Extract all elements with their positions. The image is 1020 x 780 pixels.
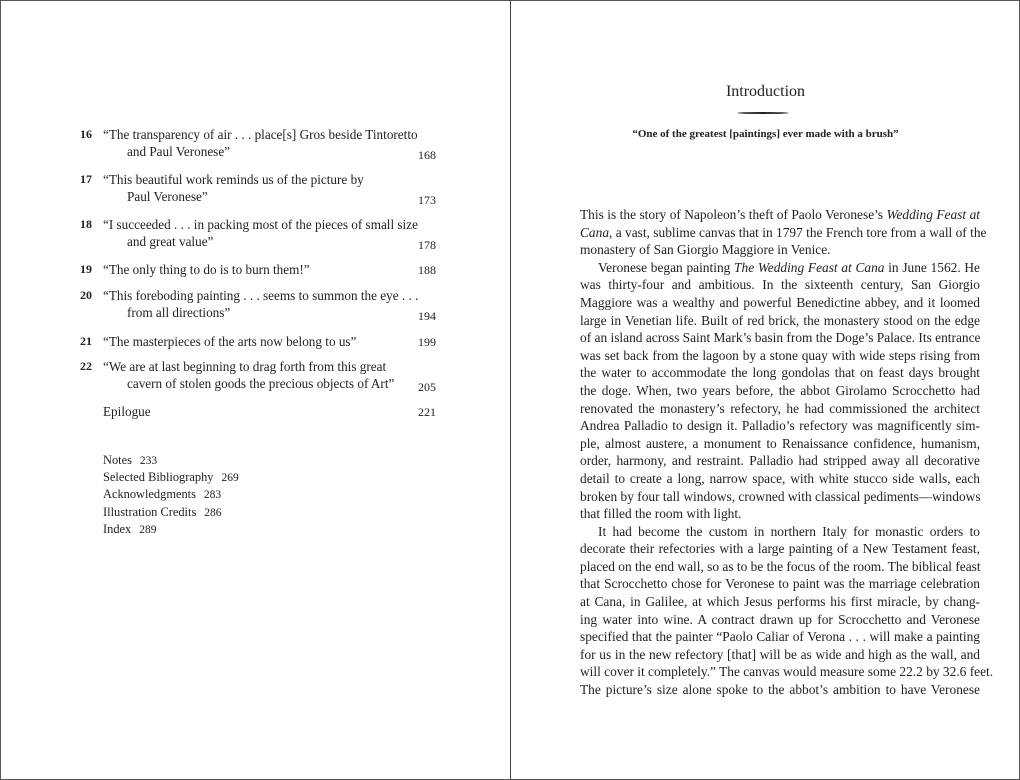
text-run: was thirty-four and ambitious. In the sixteenth century, San Giorgio (580, 277, 980, 293)
chapter-number: 19 (80, 262, 92, 276)
text-run: that filled the room with light. (580, 506, 742, 522)
text-run: , a vast, sublime canvas that in 1797 the French tore from a wall of the (609, 224, 987, 240)
text-line (580, 663, 994, 681)
text-line (580, 435, 980, 453)
text-line (580, 452, 980, 470)
back-matter-item (103, 469, 239, 486)
text-run: at Cana, in Galilee, at which Jesus performs his first miracle, by chang- (580, 594, 980, 610)
text-run: This is the story of Napoleon’s theft of Paolo Veronese’s (580, 207, 887, 222)
text-line (580, 329, 980, 347)
text-run: large in Venetian life. Built of red brick, the monastery stood on the edge (580, 312, 980, 328)
back-matter-page: 233 (139, 455, 158, 467)
toc-page-number: 199 (418, 335, 436, 349)
italic-title: Wedding Feast at (886, 207, 980, 222)
text-line (580, 294, 980, 312)
text-run: will cover it completely.” The canvas would measure some 22.2 by 32.6 feet. (580, 664, 994, 680)
toc-entry-title: “This beautiful work reminds us of the picture by (103, 172, 364, 187)
text-line (580, 206, 980, 224)
text-line (580, 681, 980, 699)
toc-page-number: 221 (418, 405, 436, 419)
italic-title: The Wedding Feast at Cana (734, 259, 885, 275)
text-line (580, 347, 980, 365)
text-line (580, 593, 980, 611)
text-run: It had become the custom in northern Italy for monastic orders to (598, 523, 980, 539)
back-matter-label: Illustration Credits (103, 504, 197, 519)
back-matter-item (103, 521, 239, 538)
back-matter-page: 286 (204, 506, 222, 519)
text-run: Veronese began painting (598, 259, 735, 275)
toc-entry-title: “I succeeded . . . in packing most of the pieces of small size (103, 217, 418, 232)
text-line (580, 470, 980, 488)
text-run: order, harmony, and restraint. Palladio had stripped away all decorative (580, 453, 980, 469)
text-run: placed on the end wall, so as to be the focus of the room. The biblical feast (580, 558, 981, 574)
text-line (580, 628, 980, 646)
text-line (580, 382, 980, 400)
text-line (580, 312, 980, 330)
toc-entry-title: “This foreboding painting . . . seems to summon the eye . . . (103, 288, 419, 303)
toc-page-number: 173 (418, 193, 436, 207)
back-matter-item (103, 486, 239, 503)
text-run: was set back from the lagoon by a stone quay with wide steps rising from (580, 347, 980, 363)
back-matter-item (103, 504, 239, 521)
text-run: monastery of San Giorgio Maggiore in Venice. (580, 242, 831, 258)
text-run: ple, almost austere, a monument to Renaissance confidence, humanism, (580, 435, 980, 451)
text-run: Maggiore was a wealthy and powerful Benedictine abbey, and it loomed (580, 294, 980, 310)
back-matter-page: 269 (221, 472, 239, 485)
body-text (580, 206, 994, 699)
toc-entry-title: and Paul Veronese” (127, 144, 231, 159)
italic-title: Cana (580, 224, 610, 240)
text-line (580, 488, 980, 506)
toc-entry-title: and great value” (127, 234, 214, 249)
back-matter-page: 289 (139, 523, 157, 536)
title-rule (737, 112, 789, 114)
text-line (580, 505, 980, 523)
text-run: specified that the painter “Paolo Caliar of Verona . . . will make a painting (580, 629, 980, 645)
text-line (580, 241, 980, 259)
chapter-number: 20 (80, 288, 92, 302)
toc-page-number: 168 (418, 148, 436, 162)
text-line (580, 540, 980, 558)
text-run: decorate their refectories with a large painting of a New Testament feast, (580, 541, 980, 557)
text-line (580, 611, 980, 629)
text-run: the doge. When, two years before, the abbot Girolamo Scrocchetto had (580, 382, 980, 398)
chapter-number: 17 (80, 172, 92, 186)
toc-page-number: 178 (418, 238, 436, 252)
text-run: in June 1562. He (884, 259, 981, 275)
toc-entry-title: cavern of stolen goods the precious objects of Art” (127, 376, 395, 391)
text-run: the water to accommodate the long gondolas that on feast days brought (580, 365, 980, 381)
toc-page-number: 194 (418, 309, 436, 323)
text-line (580, 575, 980, 593)
text-run: ing water into wine. A contract drawn up for Scrocchetto and Veronese (580, 611, 980, 627)
toc-entry-title: Paul Veronese” (127, 189, 208, 204)
toc-entry-title: Epilogue (103, 404, 151, 419)
chapter-epigraph: “One of the greatest [paintings] ever made with a brush” (632, 128, 899, 140)
chapter-title: Introduction (725, 83, 806, 100)
chapter-number: 21 (80, 334, 92, 348)
text-line (580, 417, 980, 435)
toc-page-number: 205 (418, 380, 436, 394)
text-line (580, 523, 980, 541)
toc-entry-title: “The only thing to do is to burn them!” (103, 262, 310, 277)
text-run: that Scrocchetto chose for Veronese to paint was the marriage celebration (580, 576, 980, 592)
toc-entry-title: “The transparency of air . . . place[s] Gros beside Tintoretto (103, 127, 418, 142)
text-line (580, 400, 980, 418)
toc-entry-title: “We are at last beginning to drag forth from this great (103, 359, 387, 374)
text-run: detail to create a long, narrow space, with white stucco side walls, each (580, 470, 980, 486)
text-run: broken by four tall windows, crowned with classical pediments—windows (580, 488, 981, 504)
back-matter-list (103, 452, 239, 538)
text-line (580, 224, 987, 242)
chapter-number: 18 (80, 217, 92, 231)
back-matter-label: Notes (103, 453, 132, 467)
text-line (580, 558, 980, 576)
text-line (580, 646, 980, 664)
text-run: of an island across Saint Mark’s basin from the Doge’s Palace. Its entrance (580, 330, 981, 346)
text-line (580, 259, 980, 277)
text-run: The picture’s size alone spoke to the abbot’s ambition to have Veronese (580, 682, 980, 698)
back-matter-label: Index (103, 521, 132, 536)
text-run: Andrea Palladio to design it. Palladio’s refectory was magnificently sim- (580, 418, 980, 434)
back-matter-label: Acknowledgments (103, 487, 196, 502)
text-run: for us in the new refectory [that] will be as wide and high as the wall, and (580, 646, 980, 662)
toc-page-number: 188 (418, 263, 436, 277)
chapter-number: 16 (80, 127, 92, 141)
text-run: renovated the monastery’s refectory, he had commissioned the architect (580, 400, 980, 416)
text-line (580, 276, 980, 294)
back-matter-item (103, 452, 239, 469)
back-matter-label: Selected Bibliography (103, 470, 214, 485)
chapter-number: 22 (80, 359, 92, 373)
text-line (580, 364, 980, 382)
right-page (511, 0, 1020, 780)
back-matter-page: 283 (203, 489, 222, 502)
toc-entry-title: “The masterpieces of the arts now belong to us” (103, 334, 357, 349)
toc-entry-title: from all directions” (127, 305, 231, 320)
